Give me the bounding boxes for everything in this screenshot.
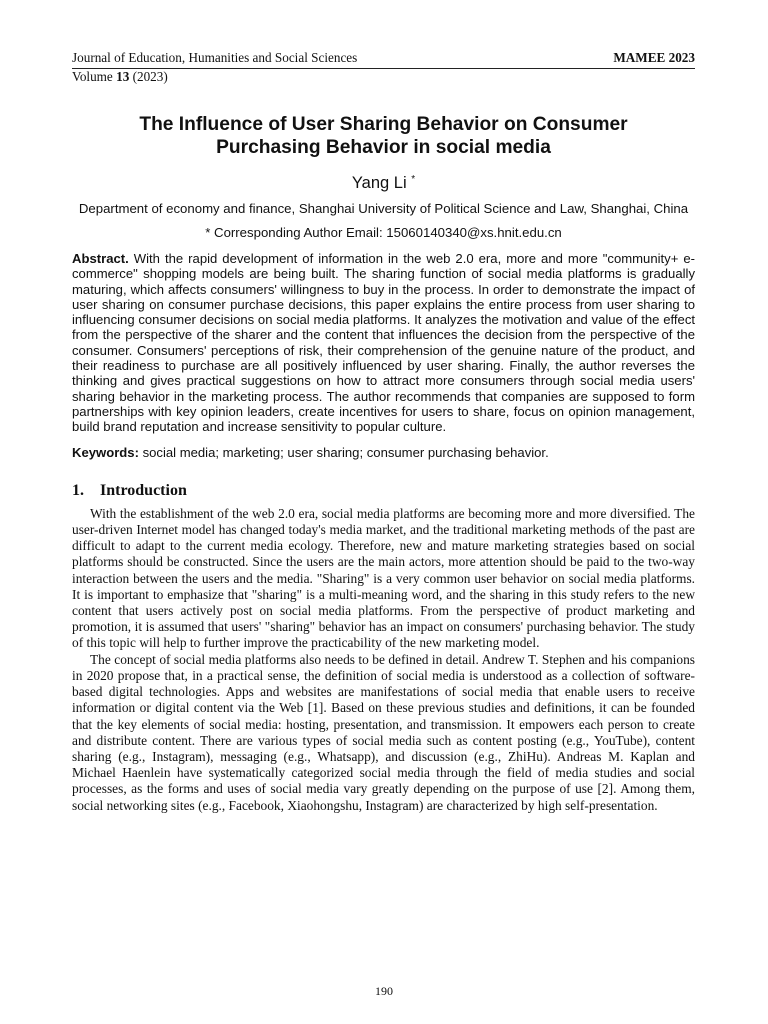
page-number: 190 — [375, 984, 393, 998]
section-title: Introduction — [100, 481, 187, 499]
abstract-label: Abstract. — [72, 251, 129, 266]
journal-name: Journal of Education, Humanities and Social Sciences — [72, 50, 358, 65]
volume-prefix: Volume — [72, 69, 117, 84]
affiliation: Department of economy and finance, Shanghai University of Political Science and Law, Shanghai, China — [78, 201, 689, 216]
abstract — [72, 251, 695, 435]
corresponding-author: * Corresponding Author Email: 15060140340@xs.hnit.edu.cn — [205, 225, 562, 240]
paper-page — [72, 50, 695, 814]
abstract-text: With the rapid development of information in the web 2.0 era, more and more "community+ e-commerce" shopping models are being built. The sharing function of social media platforms is gradually maturing, which affects consumers' willingness to buy in the process. In order to demonstrate the impact of user sharing on consumer purchase decisions, this paper explains the entire process from user sharing to influencing consumer decisions on social media platforms. It analyzes the motivation and value of the effect from the perspective of the sharer and the content that influences the decision from the perspective of the consumer. Consumers' perceptions of risk, their comprehension of the genuine nature of the product, and their readiness to purchase are all positively influenced by user sharing. Finally, the author reverses the thinking and gives practical suggestions on how to attract more consumers through social media users' sharing behavior in the marketing process. The author recommends that companies are supposed to form partnerships with key opinion leaders, create incentives for users to share, focus on opinion management, build brand reputation and increase sensitivity to popular culture. — [72, 251, 695, 435]
author-line — [72, 170, 695, 193]
title-line-2: Purchasing Behavior in social media — [216, 137, 551, 158]
author-mark: * — [411, 174, 416, 185]
paper-title — [72, 113, 695, 159]
body-paragraph: The concept of social media platforms also needs to be defined in detail. Andrew T. Stephen and his companions in 2020 propose that, in a practical sense, the definition of social media is understood as a collection of software-based digital technologies. Apps and websites are manifestations of social media that enable users to receive information or digital content via the Web [1]. Based on these previous studies and definitions, it can be founded that the key elements of social media: hosting, presentation, and transmission. It empowers each person to create and distribute content. There are various types of social media such as content posting (e.g., YouTube), content sharing (e.g., Instagram), messaging (e.g., Whatsapp), and discussion (e.g., ZhiHu). Andreas M. Kaplan and Michael Haenlein have systematically categorized social media through the field of media studies and social processes, as the forms and uses of social media vary greatly depending on the purpose of use [2]. Among them, social networking sites (e.g., Facebook, Xiaohongshu, Instagram) are characterized by high self-presentation. — [72, 651, 695, 813]
conference-name: MAMEE 2023 — [613, 50, 695, 65]
volume-line — [72, 69, 695, 85]
author-name: Yang Li — [351, 174, 407, 192]
section-number: 1. — [72, 481, 84, 499]
keywords-text: social media; marketing; user sharing; consumer purchasing behavior. — [138, 444, 549, 460]
body-paragraph: With the establishment of the web 2.0 era, social media platforms are becoming more and more diversified. The user-driven Internet model has changed today's media market, and the traditional marketing methods of the past are difficult to adapt to the current media ecology. Therefore, new and mature marketing strategies based on social platforms should be constructed. Since the users are the main actors, more attention should be paid to the two-way interaction between the users and the media. "Sharing" is a very common user behavior on social media platforms. It is important to emphasize that "sharing" is a multi-meaning word, and the sharing in this study refers to the new content that users actively post on social media platforms. From the perspective of product marketing and promotion, it is assumed that users' "sharing" behavior has an impact on consumers' purchasing behavior. The study of this topic will help to further improve the practicability of the new marketing model. — [72, 505, 695, 651]
volume-number: 13 — [116, 69, 130, 84]
volume-year: (2023) — [129, 69, 168, 84]
running-header — [72, 50, 695, 66]
title-line-1: The Influence of User Sharing Behavior on Consumer — [139, 114, 628, 135]
keywords — [72, 445, 695, 460]
keywords-label: Keywords: — [72, 444, 139, 460]
section-heading — [72, 481, 695, 501]
